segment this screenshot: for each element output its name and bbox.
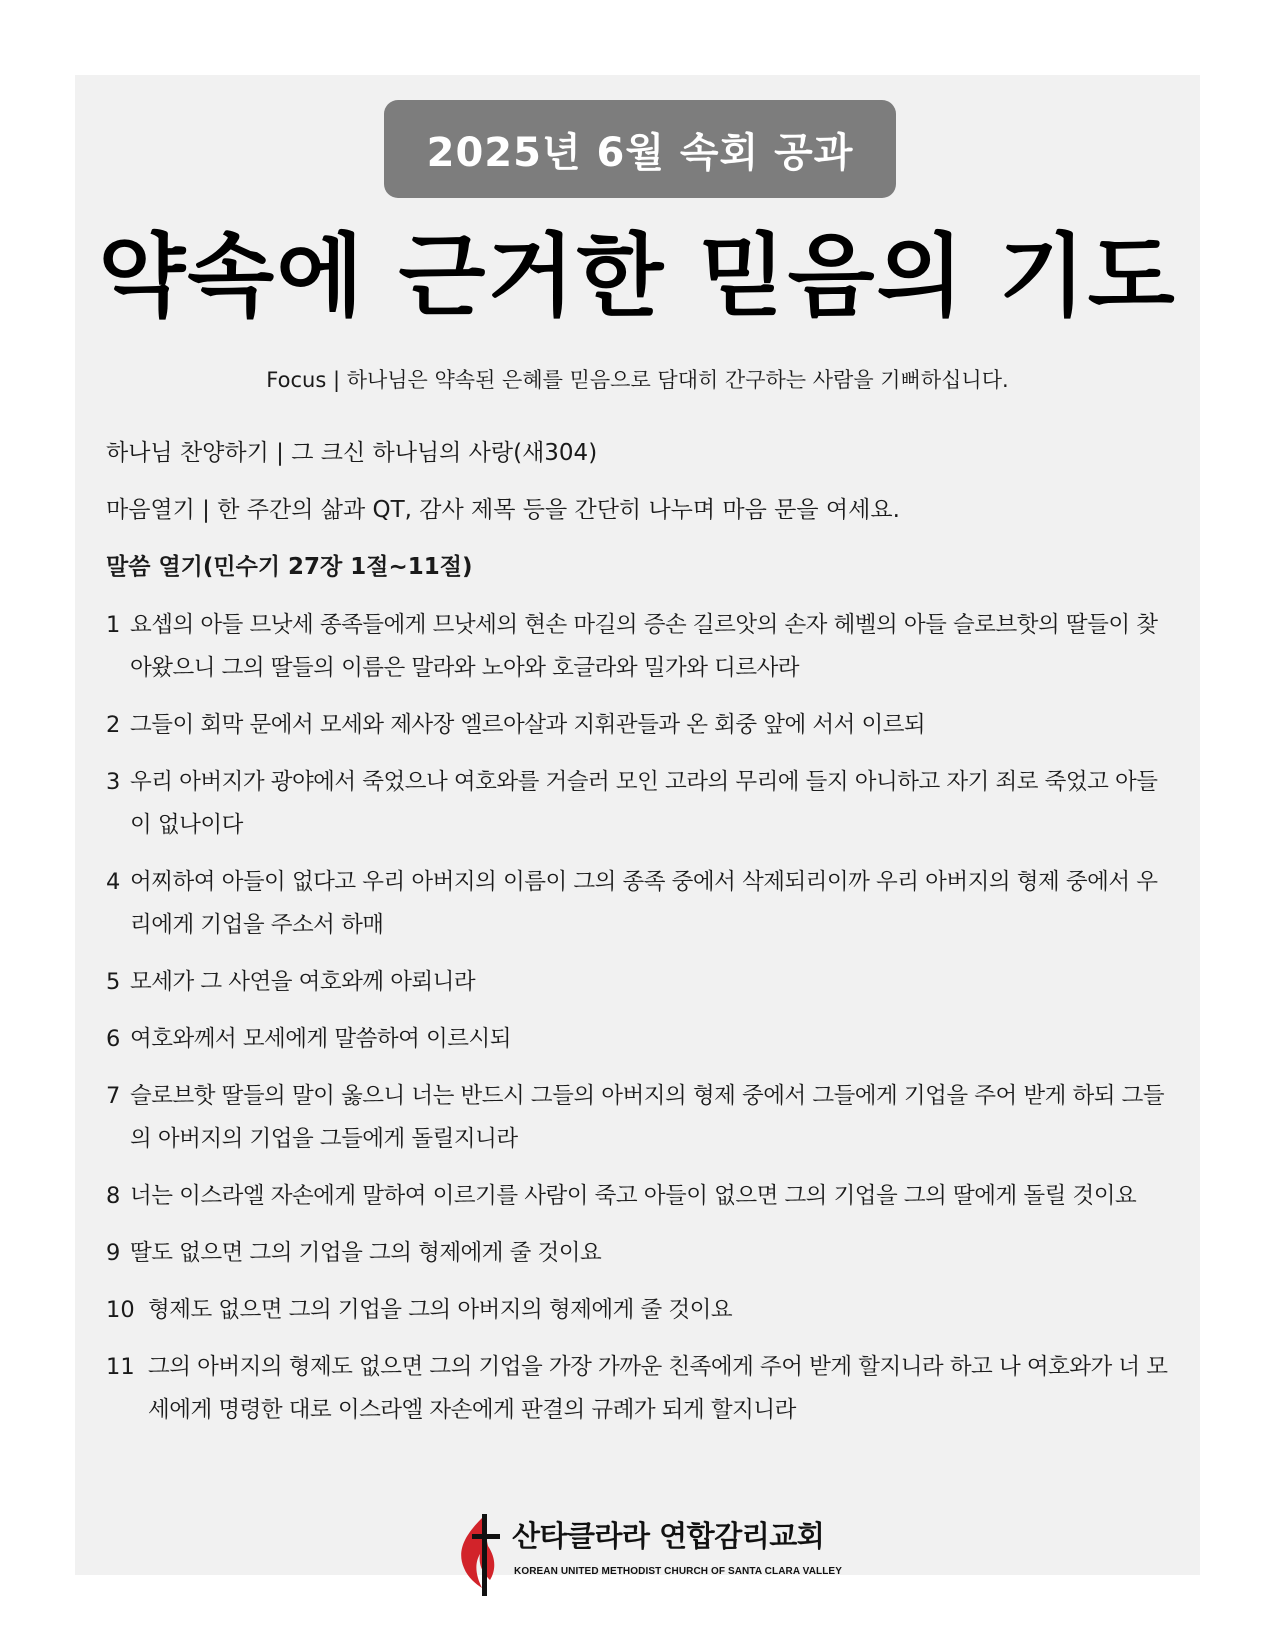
verse-11 (106, 1346, 1176, 1432)
verse-text: 우리 아버지가 광야에서 죽었으나 여호와를 거슬러 모인 고라의 무리에 들지 아니하고 자기 죄로 죽었고 아들이 없나이다 (130, 769, 1158, 838)
verse-text: 어찌하여 아들이 없다고 우리 아버지의 이름이 그의 종족 중에서 삭제되리이까 우리 아버지의 형제 중에서 우리에게 기업을 주소서 하매 (130, 869, 1158, 938)
verse-number: 3 (106, 769, 121, 795)
verse-number: 9 (106, 1240, 121, 1266)
verse-text: 형제도 없으면 그의 기업을 그의 아버지의 형제에게 줄 것이요 (148, 1297, 733, 1323)
verse-number: 2 (106, 712, 121, 738)
open-heart-line: 마음열기 | 한 주간의 삶과 QT, 감사 제목 등을 간단히 나누며 마음 문을 여세요. (106, 497, 900, 523)
church-name-korean: 산타클라라 연합감리교회 (512, 1519, 825, 1553)
verse-2 (106, 704, 1176, 747)
verse-text: 요셉의 아들 므낫세 종족들에게 므낫세의 현손 마길의 증손 길르앗의 손자 헤벨의 아들 슬로브핫의 딸들이 찾아왔으니 그의 딸들의 이름은 말라와 노아와 호글라와 밀가와 디르사라 (130, 612, 1158, 681)
verse-text: 여호와께서 모세에게 말씀하여 이르시되 (130, 1026, 511, 1052)
verse-text: 슬로브핫 딸들의 말이 옳으니 너는 반드시 그들의 아버지의 형제 중에서 그들에게 기업을 주어 받게 하되 그들의 아버지의 기업을 그들에게 돌릴지니라 (130, 1083, 1165, 1152)
verse-text: 그의 아버지의 형제도 없으면 그의 기업을 가장 가까운 친족에게 주어 받게 할지니라 하고 나 여호와가 너 모세에게 명령한 대로 이스라엘 자손에게 판결의 규례가 되게 할지니라 (148, 1354, 1168, 1423)
verse-number: 7 (106, 1083, 121, 1109)
focus-statement: Focus | 하나님은 약속된 은혜를 믿음으로 담대히 간구하는 사람을 기뻐하십니다. (266, 368, 1009, 392)
verse-text: 너는 이스라엘 자손에게 말하여 이르기를 사람이 죽고 아들이 없으면 그의 기업을 그의 딸에게 돌릴 것이요 (130, 1183, 1137, 1209)
verse-6 (106, 1018, 1176, 1061)
cross-and-flame-icon (452, 1508, 510, 1598)
verse-number: 1 (106, 612, 121, 638)
verse-number: 8 (106, 1183, 121, 1209)
verse-text: 모세가 그 사연을 여호와께 아뢰니라 (130, 969, 476, 995)
verse-number: 5 (106, 969, 121, 995)
verse-7 (106, 1075, 1176, 1161)
scripture-heading: 말씀 열기(민수기 27장 1절~11절) (106, 554, 473, 580)
verse-number: 4 (106, 869, 121, 895)
verse-9 (106, 1232, 1176, 1275)
date-badge-label: 2025년 6월 속회 공과 (426, 129, 854, 176)
verse-number: 10 (106, 1297, 135, 1323)
date-badge (384, 100, 896, 198)
verse-text: 그들이 회막 문에서 모세와 제사장 엘르아살과 지휘관들과 온 회중 앞에 서서 이르되 (130, 712, 926, 738)
verse-4 (106, 861, 1176, 947)
verse-number: 11 (106, 1354, 135, 1380)
verse-1 (106, 604, 1176, 690)
page-title: 약속에 근거한 믿음의 기도 (98, 224, 1177, 329)
church-logo (452, 1508, 842, 1598)
verse-8 (106, 1175, 1176, 1218)
lesson-content (106, 436, 1176, 1446)
verse-10 (106, 1289, 1176, 1332)
verse-5 (106, 961, 1176, 1004)
verse-text: 딸도 없으면 그의 기업을 그의 형제에게 줄 것이요 (130, 1240, 602, 1266)
verse-number: 6 (106, 1026, 121, 1052)
church-name-english: KOREAN UNITED METHODIST CHURCH OF SANTA CLARA VALLEY (514, 1566, 842, 1577)
verse-3 (106, 761, 1176, 847)
praise-line: 하나님 찬양하기 | 그 크신 하나님의 사랑(새304) (106, 440, 598, 466)
